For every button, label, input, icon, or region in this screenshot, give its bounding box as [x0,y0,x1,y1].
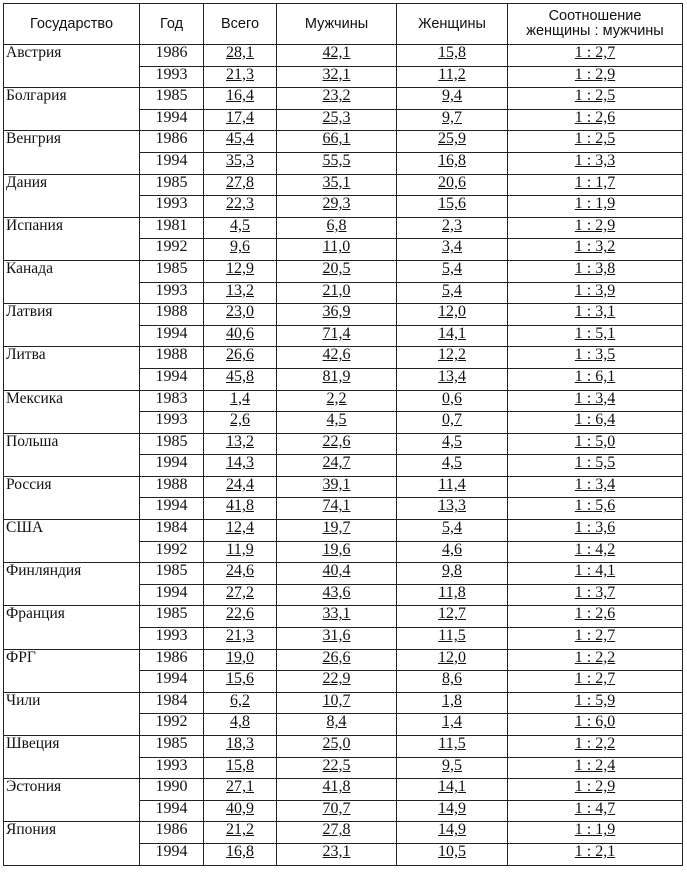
men-cell: 33,1 [277,606,397,628]
year-cell: 1984 [140,692,204,714]
total-cell: 24,4 [204,476,277,498]
table-row [4,88,683,110]
ratio-cell: 1 : 2,6 [508,606,683,628]
country-cell: Канада [4,260,140,303]
year-cell: 1994 [140,498,204,520]
country-cell: Литва [4,347,140,390]
women-cell: 1,8 [397,692,508,714]
men-cell: 19,7 [277,520,397,542]
women-cell: 10,5 [397,843,508,865]
table-wrapper [3,3,683,866]
women-cell: 11,2 [397,66,508,88]
men-cell: 42,6 [277,347,397,369]
year-cell: 1992 [140,239,204,261]
year-cell: 1981 [140,217,204,239]
country-cell: Австрия [4,45,140,88]
ratio-cell: 1 : 2,5 [508,131,683,153]
women-cell: 5,4 [397,282,508,304]
year-cell: 1993 [140,628,204,650]
ratio-cell: 1 : 3,4 [508,476,683,498]
header-row [4,4,683,45]
year-cell: 1986 [140,822,204,844]
women-cell: 15,8 [397,45,508,67]
table-row [4,606,683,628]
men-cell: 8,4 [277,714,397,736]
total-cell: 27,1 [204,779,277,801]
ratio-cell: 1 : 2,5 [508,88,683,110]
header-ratio-line2: женщины : мужчины [526,23,664,39]
total-cell: 41,8 [204,498,277,520]
year-cell: 1994 [140,584,204,606]
country-cell: Япония [4,822,140,865]
ratio-cell: 1 : 4,2 [508,541,683,563]
year-cell: 1993 [140,282,204,304]
table-row [4,260,683,282]
table-header [4,4,683,45]
ratio-cell: 1 : 2,2 [508,736,683,758]
total-cell: 21,3 [204,66,277,88]
ratio-cell: 1 : 5,9 [508,692,683,714]
women-cell: 14,1 [397,779,508,801]
total-cell: 16,4 [204,88,277,110]
men-cell: 22,9 [277,671,397,693]
total-cell: 4,5 [204,217,277,239]
year-cell: 1992 [140,714,204,736]
men-cell: 81,9 [277,368,397,390]
men-cell: 23,2 [277,88,397,110]
year-cell: 1993 [140,757,204,779]
ratio-cell: 1 : 2,7 [508,45,683,67]
year-cell: 1988 [140,347,204,369]
total-cell: 12,4 [204,520,277,542]
year-cell: 1985 [140,563,204,585]
table-row [4,563,683,585]
total-cell: 19,0 [204,649,277,671]
men-cell: 32,1 [277,66,397,88]
year-cell: 1994 [140,152,204,174]
men-cell: 66,1 [277,131,397,153]
women-cell: 9,5 [397,757,508,779]
women-cell: 14,9 [397,800,508,822]
men-cell: 55,5 [277,152,397,174]
women-cell: 15,6 [397,196,508,218]
men-cell: 74,1 [277,498,397,520]
table-row [4,304,683,326]
ratio-cell: 1 : 3,7 [508,584,683,606]
table-row [4,736,683,758]
total-cell: 6,2 [204,692,277,714]
total-cell: 13,2 [204,433,277,455]
year-cell: 1994 [140,671,204,693]
women-cell: 11,8 [397,584,508,606]
men-cell: 25,0 [277,736,397,758]
total-cell: 24,6 [204,563,277,585]
total-cell: 9,6 [204,239,277,261]
country-cell: США [4,520,140,563]
women-cell: 8,6 [397,671,508,693]
ratio-cell: 1 : 3,9 [508,282,683,304]
men-cell: 39,1 [277,476,397,498]
table-row [4,217,683,239]
women-cell: 1,4 [397,714,508,736]
women-cell: 11,5 [397,628,508,650]
men-cell: 11,0 [277,239,397,261]
country-cell: Эстония [4,779,140,822]
table-row [4,520,683,542]
country-cell: Дания [4,174,140,217]
country-cell: Чили [4,692,140,735]
men-cell: 40,4 [277,563,397,585]
women-cell: 13,4 [397,368,508,390]
table-row [4,390,683,412]
total-cell: 40,9 [204,800,277,822]
men-cell: 71,4 [277,325,397,347]
total-cell: 4,8 [204,714,277,736]
year-cell: 1986 [140,45,204,67]
total-cell: 12,9 [204,260,277,282]
ratio-cell: 1 : 2,7 [508,671,683,693]
ratio-cell: 1 : 3,8 [508,260,683,282]
total-cell: 22,3 [204,196,277,218]
year-cell: 1983 [140,390,204,412]
women-cell: 9,8 [397,563,508,585]
country-cell: Латвия [4,304,140,347]
women-cell: 0,7 [397,412,508,434]
country-cell: Россия [4,476,140,519]
header-ratio [508,4,683,45]
country-cell: Венгрия [4,131,140,174]
header-total: Всего [204,4,277,45]
total-cell: 17,4 [204,109,277,131]
year-cell: 1988 [140,476,204,498]
men-cell: 24,7 [277,455,397,477]
total-cell: 22,6 [204,606,277,628]
men-cell: 10,7 [277,692,397,714]
table-row [4,476,683,498]
header-women: Женщины [397,4,508,45]
table-row [4,433,683,455]
year-cell: 1993 [140,66,204,88]
ratio-cell: 1 : 2,1 [508,843,683,865]
women-cell: 25,9 [397,131,508,153]
ratio-cell: 1 : 1,9 [508,196,683,218]
ratio-cell: 1 : 2,7 [508,628,683,650]
ratio-cell: 1 : 5,0 [508,433,683,455]
year-cell: 1988 [140,304,204,326]
men-cell: 22,6 [277,433,397,455]
header-ratio-line1: Соотношение [548,8,642,24]
total-cell: 1,4 [204,390,277,412]
table-row [4,347,683,369]
men-cell: 21,0 [277,282,397,304]
women-cell: 14,9 [397,822,508,844]
ratio-cell: 1 : 4,1 [508,563,683,585]
women-cell: 11,4 [397,476,508,498]
women-cell: 9,4 [397,88,508,110]
ratio-cell: 1 : 3,3 [508,152,683,174]
men-cell: 43,6 [277,584,397,606]
ratio-cell: 1 : 4,7 [508,800,683,822]
total-cell: 27,8 [204,174,277,196]
men-cell: 41,8 [277,779,397,801]
men-cell: 22,5 [277,757,397,779]
total-cell: 21,2 [204,822,277,844]
women-cell: 14,1 [397,325,508,347]
men-cell: 20,5 [277,260,397,282]
year-cell: 1994 [140,843,204,865]
ratio-cell: 1 : 6,0 [508,714,683,736]
ratio-cell: 1 : 3,6 [508,520,683,542]
women-cell: 0,6 [397,390,508,412]
year-cell: 1993 [140,412,204,434]
men-cell: 6,8 [277,217,397,239]
year-cell: 1994 [140,109,204,131]
year-cell: 1984 [140,520,204,542]
ratio-cell: 1 : 1,7 [508,174,683,196]
total-cell: 15,6 [204,671,277,693]
ratio-cell: 1 : 5,5 [508,455,683,477]
total-cell: 21,3 [204,628,277,650]
total-cell: 45,8 [204,368,277,390]
total-cell: 14,3 [204,455,277,477]
total-cell: 13,2 [204,282,277,304]
total-cell: 18,3 [204,736,277,758]
women-cell: 13,3 [397,498,508,520]
women-cell: 3,4 [397,239,508,261]
table-row [4,779,683,801]
ratio-cell: 1 : 2,9 [508,217,683,239]
women-cell: 20,6 [397,174,508,196]
total-cell: 15,8 [204,757,277,779]
men-cell: 31,6 [277,628,397,650]
ratio-cell: 1 : 1,9 [508,822,683,844]
header-country: Государство [4,4,140,45]
women-cell: 4,5 [397,433,508,455]
ratio-cell: 1 : 3,2 [508,239,683,261]
year-cell: 1986 [140,649,204,671]
country-cell: Финляндия [4,563,140,606]
country-cell: Швеция [4,736,140,779]
year-cell: 1994 [140,325,204,347]
data-table [3,3,683,866]
header-men: Мужчины [277,4,397,45]
year-cell: 1986 [140,131,204,153]
men-cell: 4,5 [277,412,397,434]
table-row [4,692,683,714]
ratio-cell: 1 : 3,5 [508,347,683,369]
country-cell: Франция [4,606,140,649]
ratio-cell: 1 : 6,1 [508,368,683,390]
table-row [4,174,683,196]
year-cell: 1994 [140,800,204,822]
women-cell: 12,2 [397,347,508,369]
men-cell: 25,3 [277,109,397,131]
men-cell: 70,7 [277,800,397,822]
men-cell: 26,6 [277,649,397,671]
women-cell: 9,7 [397,109,508,131]
ratio-cell: 1 : 2,9 [508,779,683,801]
year-cell: 1985 [140,174,204,196]
men-cell: 42,1 [277,45,397,67]
total-cell: 35,3 [204,152,277,174]
ratio-cell: 1 : 2,4 [508,757,683,779]
ratio-cell: 1 : 5,6 [508,498,683,520]
year-cell: 1994 [140,368,204,390]
country-cell: Болгария [4,88,140,131]
men-cell: 36,9 [277,304,397,326]
women-cell: 5,4 [397,260,508,282]
women-cell: 5,4 [397,520,508,542]
women-cell: 11,5 [397,736,508,758]
table-row [4,822,683,844]
total-cell: 27,2 [204,584,277,606]
ratio-cell: 1 : 2,9 [508,66,683,88]
total-cell: 40,6 [204,325,277,347]
ratio-cell: 1 : 5,1 [508,325,683,347]
women-cell: 12,0 [397,649,508,671]
table-row [4,45,683,67]
women-cell: 12,7 [397,606,508,628]
women-cell: 16,8 [397,152,508,174]
year-cell: 1985 [140,606,204,628]
women-cell: 12,0 [397,304,508,326]
total-cell: 11,9 [204,541,277,563]
country-cell: Мексика [4,390,140,433]
table-row [4,649,683,671]
year-cell: 1985 [140,736,204,758]
women-cell: 2,3 [397,217,508,239]
year-cell: 1985 [140,433,204,455]
total-cell: 28,1 [204,45,277,67]
table-row [4,131,683,153]
year-cell: 1990 [140,779,204,801]
total-cell: 23,0 [204,304,277,326]
year-cell: 1985 [140,260,204,282]
header-year: Год [140,4,204,45]
year-cell: 1993 [140,196,204,218]
men-cell: 27,8 [277,822,397,844]
total-cell: 2,6 [204,412,277,434]
total-cell: 45,4 [204,131,277,153]
ratio-cell: 1 : 2,2 [508,649,683,671]
ratio-cell: 1 : 2,6 [508,109,683,131]
men-cell: 19,6 [277,541,397,563]
men-cell: 2,2 [277,390,397,412]
year-cell: 1992 [140,541,204,563]
men-cell: 29,3 [277,196,397,218]
year-cell: 1985 [140,88,204,110]
total-cell: 26,6 [204,347,277,369]
men-cell: 23,1 [277,843,397,865]
country-cell: Испания [4,217,140,260]
country-cell: ФРГ [4,649,140,692]
men-cell: 35,1 [277,174,397,196]
year-cell: 1994 [140,455,204,477]
table-body [4,45,683,866]
ratio-cell: 1 : 6,4 [508,412,683,434]
ratio-cell: 1 : 3,1 [508,304,683,326]
ratio-cell: 1 : 3,4 [508,390,683,412]
women-cell: 4,5 [397,455,508,477]
country-cell: Польша [4,433,140,476]
women-cell: 4,6 [397,541,508,563]
total-cell: 16,8 [204,843,277,865]
